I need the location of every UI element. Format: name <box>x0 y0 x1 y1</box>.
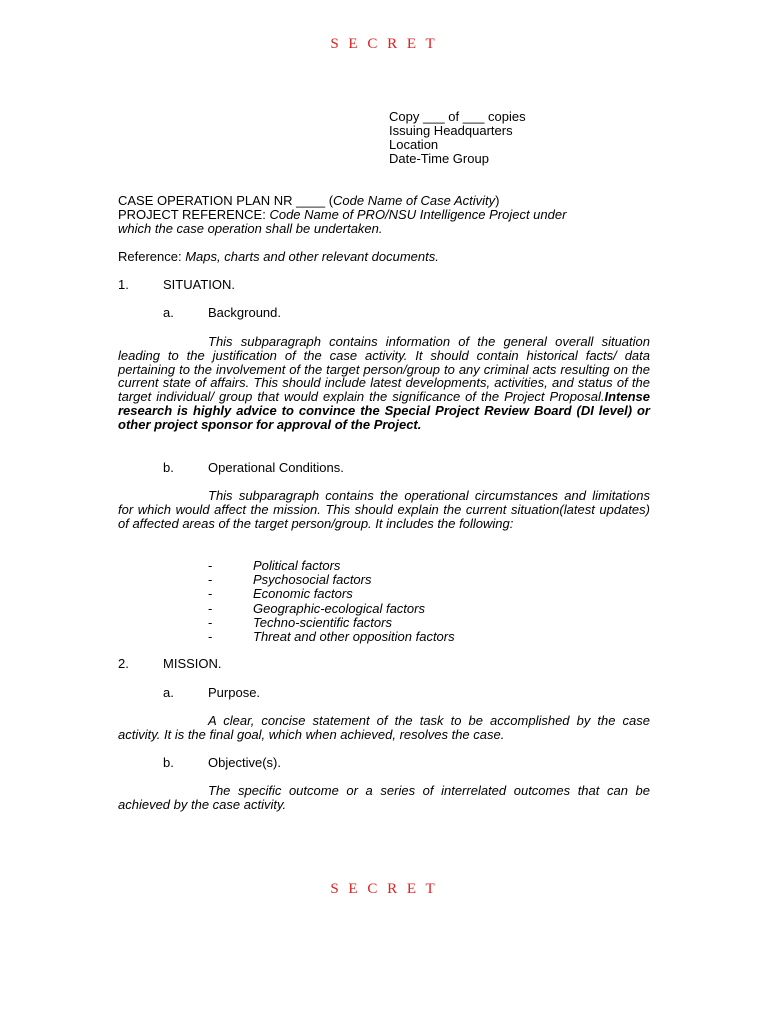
header-copy-line: Copy ___ of ___ copies <box>389 109 526 124</box>
project-reference-label: PROJECT REFERENCE: <box>118 207 270 222</box>
section-2a-title: Purpose. <box>208 685 261 700</box>
section-2a-body-text: A clear, concise statement of the task to be accomplished by the case activity. It is the final goal, which when achieved, resolves the case. <box>118 713 650 742</box>
section-1-title: SITUATION. <box>163 277 235 292</box>
section-2-title: MISSION. <box>163 656 222 671</box>
header-location: Location <box>389 137 439 152</box>
classification-marking-bottom: S E C R E T <box>330 881 438 897</box>
section-2b-title: Objective(s). <box>208 755 281 770</box>
section-1a-body-emphasis: Intense research is highly advice to convince the Special Project Review Board (DI level) or other project sponsor for approval of the Project. <box>118 389 650 432</box>
section-1a-body <box>118 335 650 432</box>
header-issuing-hq: Issuing Headquarters <box>389 123 513 138</box>
project-reference-text-2: which the case operation shall be undertaken. <box>118 221 383 236</box>
reference-text: Maps, charts and other relevant documents. <box>185 249 439 264</box>
plan-title-prefix: CASE OPERATION PLAN NR ____ ( <box>118 193 334 208</box>
project-reference-text-1: Code Name of PRO/NSU Intelligence Project under <box>269 207 567 222</box>
project-reference <box>118 208 566 222</box>
section-1a-body-text: This subparagraph contains information of the general overall situation leading to the justification of the case activity. It should contain historical facts/ data pertaining to the involvement of the target person/group to any criminal acts resulting on the current state of affairs. This should include latest developments, activities, and status of the target individual/ group that would explain the significance of the Project Proposal. <box>118 334 650 405</box>
plan-title-suffix: ) <box>495 193 500 208</box>
reference-line <box>118 250 439 264</box>
section-1b-title: Operational Conditions. <box>208 460 344 475</box>
section-2b-letter: b. <box>163 755 174 770</box>
section-2-number: 2. <box>118 656 129 671</box>
section-2a-letter: a. <box>163 685 174 700</box>
section-1b-body <box>118 489 650 530</box>
plan-title <box>118 194 499 208</box>
section-1b-body-text: This subparagraph contains the operational circumstances and limitations for which would affect the mission. This should explain the current situation(latest updates) of affected areas of the target person/group. It includes the following: <box>118 488 650 531</box>
section-1b-letter: b. <box>163 460 174 475</box>
section-1-number: 1. <box>118 277 129 292</box>
section-2a-body <box>118 714 650 742</box>
section-2b-body <box>118 784 650 812</box>
section-1a-letter: a. <box>163 305 174 320</box>
section-1a-title: Background. <box>208 305 281 320</box>
classification-marking-top: S E C R E T <box>330 36 438 52</box>
plan-title-code-name: Code Name of Case Activity <box>333 193 496 208</box>
section-2b-body-text: The specific outcome or a series of interrelated outcomes that can be achieved by the case activity. <box>118 783 650 812</box>
header-date-time-group: Date-Time Group <box>389 151 489 166</box>
reference-label: Reference: <box>118 249 186 264</box>
